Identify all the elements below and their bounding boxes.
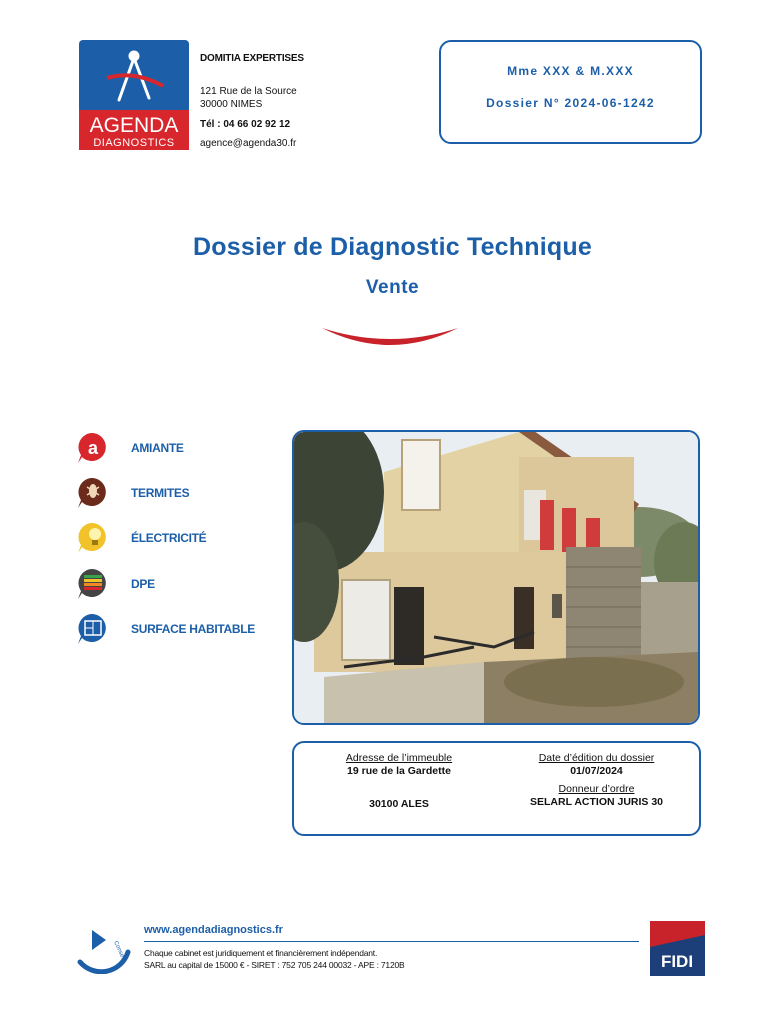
diag-item-electricite: [74, 520, 294, 556]
property-photo: [292, 430, 700, 725]
property-info-box: [292, 741, 701, 836]
energy-gauge-icon: [74, 566, 110, 602]
svg-text:a: a: [87, 438, 99, 458]
svg-text:FIDI: FIDI: [660, 952, 694, 971]
client-names: Mme XXX & M.XXX: [507, 64, 634, 78]
address-column: [314, 752, 484, 811]
company-email: agence@agenda30.fr: [200, 138, 297, 149]
address-city: 30100 ALES: [369, 798, 429, 810]
svg-text:DIAGNOSTICS: DIAGNOSTICS: [93, 137, 175, 149]
house-photo-illustration: [294, 432, 698, 723]
fidi-logo: [650, 921, 705, 976]
conseil-badge-icon: [72, 912, 134, 974]
footer-divider: [144, 941, 639, 942]
orderer-name: SELARL ACTION JURIS 30: [529, 796, 664, 808]
address-heading: Adresse de l’immeuble: [345, 752, 453, 764]
diag-item-amiante: [74, 430, 294, 466]
diag-label: SURFACE HABITABLE: [131, 622, 256, 636]
company-city: 30000 NIMES: [200, 99, 263, 110]
termite-icon: [74, 475, 110, 511]
company-info: [200, 52, 390, 150]
electricity-bulb-icon: [74, 520, 110, 556]
diag-label: AMIANTE: [131, 441, 184, 455]
swoosh-decoration: [320, 322, 460, 352]
page-subtitle: Vente: [365, 277, 420, 298]
footer-legal-line-1: Chaque cabinet est juridiquement et financièrement indépendant.: [144, 948, 378, 958]
diag-label: TERMITES: [131, 486, 190, 500]
dossier-number: Dossier N° 2024-06-1242: [486, 96, 655, 110]
orderer-heading: Donneur d’ordre: [558, 783, 635, 795]
diag-item-dpe: [74, 566, 294, 602]
edition-column: [509, 752, 684, 809]
diag-item-termites: [74, 475, 294, 511]
svg-text:Conseil: Conseil: [112, 940, 127, 961]
company-street: 121 Rue de la Source: [200, 86, 297, 97]
footer-legal-line-2: SARL au capital de 15000 € - SIRET : 752 705 244 00032 - APE : 7120B: [144, 960, 405, 970]
svg-text:AGENDA: AGENDA: [89, 114, 179, 137]
company-phone: Tél : 04 66 02 92 12: [200, 119, 291, 130]
address-street: 19 rue de la Gardette: [347, 765, 451, 777]
client-box: [439, 40, 702, 144]
edition-date: 01/07/2024: [570, 765, 623, 777]
page-title: Dossier de Diagnostic Technique: [193, 233, 592, 261]
website-link[interactable]: www.agendadiagnostics.fr: [144, 924, 283, 936]
diag-item-surface: [74, 611, 294, 647]
edition-heading: Date d’édition du dossier: [538, 752, 655, 764]
floor-plan-icon: [74, 611, 110, 647]
asbestos-icon: [74, 430, 110, 466]
agenda-diagnostics-logo: [79, 40, 189, 150]
company-name: DOMITIA EXPERTISES: [200, 53, 304, 64]
diag-label: DPE: [131, 577, 155, 591]
diag-label: ÉLECTRICITÉ: [131, 531, 207, 545]
